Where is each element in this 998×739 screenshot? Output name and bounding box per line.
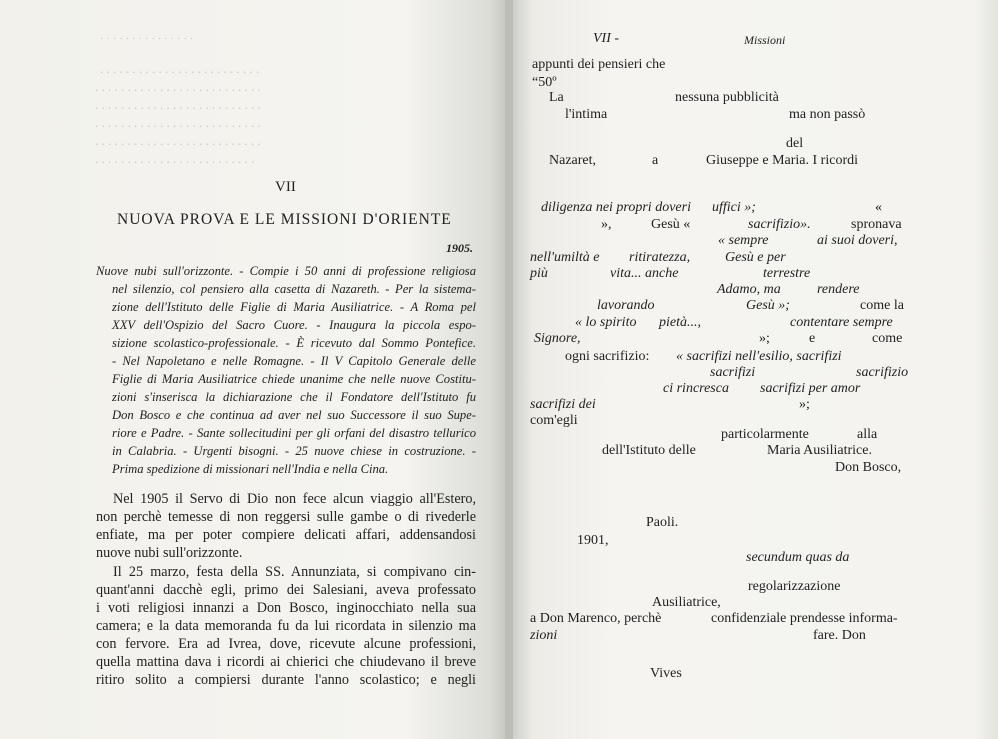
body-line: con fervore. Era ad Ivrea, dove, ricevute alcune professioni, — [96, 636, 476, 652]
chapter-year: 1905. — [446, 241, 473, 255]
text-fragment: come la — [860, 298, 904, 313]
summary-line: Don Bosco e che continua ad aver nel suo Successore il suo Supe- — [112, 408, 476, 422]
show-through-text: . . . . . . . . . . . . . . . . . . . . . . . . . . — [95, 115, 261, 130]
text-fragment: pietà..., — [659, 315, 701, 330]
text-fragment: La — [549, 90, 564, 105]
summary-line: zione dell'Istituto delle Figlie di Maria Ausiliatrice. - A Roma pel — [112, 300, 476, 314]
text-fragment: Gesù e per — [725, 250, 786, 265]
text-fragment: particolarmente — [721, 427, 809, 442]
text-fragment: »; — [799, 397, 810, 412]
text-fragment: e — [809, 331, 816, 346]
body-line: camera; e la data memoranda fu da lui ricordata in silenzio ma — [96, 618, 476, 634]
text-fragment: com'egli — [530, 413, 578, 428]
body-line: i voti religiosi innanzi a Don Bosco, inginocchiato nella sua — [96, 600, 476, 616]
text-fragment: Don Bosco, — [835, 460, 902, 475]
text-fragment: Maria Ausiliatrice. — [767, 443, 872, 458]
body-line: Il 25 marzo, festa della SS. Annunziata, si compivano cin- — [113, 564, 476, 580]
text-fragment: ogni sacrifizio: — [565, 349, 650, 364]
text-fragment: Gesù « — [651, 217, 691, 232]
text-fragment: spronava — [851, 217, 902, 232]
body-line: non perchè temesse di non reggersi sulle gambe o di rivederle — [96, 509, 476, 525]
right-page — [513, 0, 998, 739]
text-fragment: Gesù »; — [746, 298, 790, 313]
text-fragment: Ausiliatrice, — [652, 595, 721, 610]
text-fragment: lavorando — [597, 298, 655, 313]
text-fragment: ma non passò — [789, 107, 866, 122]
text-fragment: fare. Don — [813, 628, 866, 643]
text-fragment: sacrifizio — [856, 365, 909, 380]
text-fragment: « sacrifizi nell'esilio, sacrifizi — [676, 349, 842, 364]
text-fragment: a — [652, 153, 659, 168]
text-fragment: Adamo, ma — [717, 282, 781, 297]
body-line: quella mattina dava i ricordi ai chierici che chiudevano il breve — [96, 654, 476, 670]
text-fragment: »; — [759, 331, 770, 346]
text-fragment: « lo spirito — [575, 315, 637, 330]
body-line: ritiro solito a compiersi durante l'anno scolastico; e negli — [96, 672, 476, 688]
show-through-text: . . . . . . . . . . . . . . . . . . . . . . . . . — [100, 61, 260, 76]
text-fragment: del — [786, 136, 804, 151]
text-fragment: sacrifizi — [710, 365, 756, 380]
text-fragment: l'intima — [565, 107, 608, 122]
show-through-text: . . . . . . . . . . . . . . . . . . . . . . . . . . — [95, 97, 261, 112]
text-fragment: a Don Marenco, perchè — [530, 611, 662, 626]
summary-line: Figlie di Maria Ausiliatrice chiede unanime che nelle nuove Costitu- — [112, 372, 476, 386]
running-header-chapter: VII - — [593, 31, 620, 46]
chapter-number: VII — [275, 179, 296, 195]
text-fragment: “50º — [532, 75, 557, 90]
text-fragment: ritiratezza, — [629, 250, 691, 265]
text-fragment: nell'umiltà e — [530, 250, 600, 265]
text-fragment: nessuna pubblicità — [675, 90, 779, 105]
text-fragment: », — [601, 217, 612, 232]
running-header-ghost: · · · · · · · · · · · · · · · — [100, 33, 194, 45]
summary-line: riore e Padre. - Sante sollecitudini per gli orfani del disastro tellurico — [112, 426, 476, 440]
text-fragment: terrestre — [763, 266, 811, 281]
body-line: enfiate, ma per poter compiere delicati affari, addensandosi — [96, 527, 476, 543]
text-fragment: vita... anche — [610, 266, 679, 281]
text-fragment: Signore, — [534, 331, 581, 346]
text-fragment: uffici »; — [712, 200, 756, 215]
text-fragment: Paoli. — [646, 515, 679, 530]
show-through-text: . . . . . . . . . . . . . . . . . . . . . . . . . . — [95, 133, 261, 148]
summary-line: sizione scolastico-professionale. - È ricevuto dal Sommo Pontefice. — [112, 336, 476, 350]
text-fragment: sacrifizi per amor — [760, 381, 861, 396]
text-fragment: « sempre — [718, 233, 769, 248]
text-fragment: appunti dei pensieri che — [532, 57, 666, 72]
text-fragment: Giuseppe e Maria. I ricordi — [706, 153, 858, 168]
summary-line: Nuove nubi sull'orizzonte. - Compie i 50 anni di professione religiosa — [96, 264, 476, 278]
text-fragment: zioni — [530, 628, 558, 643]
text-fragment: regolarizzazione — [748, 579, 841, 594]
chapter-title: NUOVA PROVA E LE MISSIONI D'ORIENTE — [117, 211, 452, 228]
summary-line: - Nel Napoletano e nelle Romagne. - Il V Capitolo Generale delle — [112, 354, 476, 368]
text-fragment: sacrifizio». — [748, 217, 811, 232]
summary-line: zioni s'inserisca la dichiarazione che il Fondatore dell'Istituto fu — [112, 390, 476, 404]
text-fragment: Vives — [650, 666, 682, 681]
text-fragment: secundum quas da — [746, 550, 850, 565]
text-fragment: dell'Istituto delle — [602, 443, 696, 458]
text-fragment: rendere — [817, 282, 860, 297]
summary-line: in Calabria. - Urgenti bisogni. - 25 nuove chiese in costruzione. - — [112, 444, 476, 458]
text-fragment: 1901, — [577, 533, 609, 548]
text-fragment: più — [530, 266, 548, 281]
text-fragment: sacrifizi dei — [530, 397, 596, 412]
text-fragment: « — [875, 200, 882, 215]
text-fragment: come — [872, 331, 903, 346]
text-fragment: diligenza nei propri doveri — [541, 200, 691, 215]
summary-line: XXV dell'Ospizio del Sacro Cuore. - Inaugura la piccola espo- — [112, 318, 476, 332]
show-through-text: . . . . . . . . . . . . . . . . . . . . . . . . . — [95, 151, 255, 166]
text-fragment: alla — [857, 427, 878, 442]
text-fragment: ai suoi doveri, — [817, 233, 898, 248]
book-gutter — [505, 0, 513, 739]
summary-line: nel silenzio, col pensiero alla casetta di Nazareth. - Per la sistema- — [112, 282, 476, 296]
body-line: Nel 1905 il Servo di Dio non fece alcun viaggio all'Estero, — [113, 491, 476, 507]
body-line: nuove nubi sull'orizzonte. — [96, 545, 243, 561]
text-fragment: ci rincresca — [663, 381, 729, 396]
text-fragment: confidenziale prendesse informa- — [711, 611, 898, 626]
show-through-text: . . . . . . . . . . . . . . . . . . . . . . . . . . — [95, 79, 261, 94]
summary-line: Prima spedizione di missionari nell'India e nella Cina. — [112, 462, 389, 476]
text-fragment: Nazaret, — [549, 153, 597, 168]
running-header-title: Missioni — [744, 33, 786, 47]
text-fragment: contentare sempre — [790, 315, 893, 330]
body-line: quant'anni dacchè egli, primo dei Salesiani, aveva professato — [96, 582, 476, 598]
